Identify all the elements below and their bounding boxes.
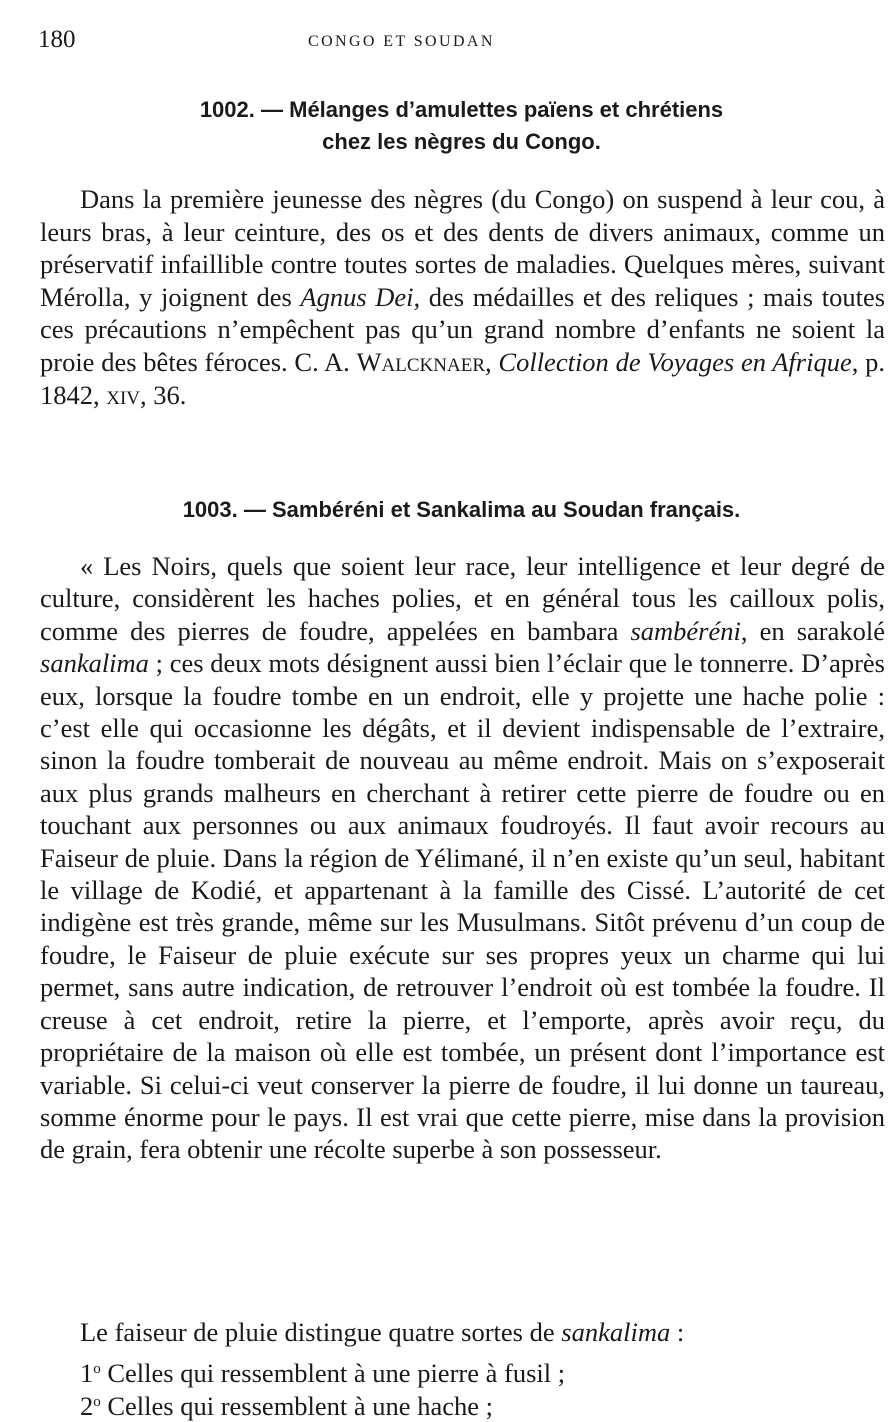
list-text: Celles qui ressemblent à une hache ; [107,1390,493,1421]
section-1002-paragraph [40,183,885,411]
section-1003-title: Sambéréni et Sankalima au Soudan français. [272,497,741,522]
section-1003-number: 1003. [182,497,238,522]
paragraph-text: , 36. [140,379,187,410]
list-ordinal: o [93,1393,101,1410]
paragraph-text: ; ces deux mots désignent aussi bien l’éclair que le tonnerre. D’après eux, lorsque la foudre tombe en un endroit, elle y projette une hache polie : c’est elle qui occasionne les dégâts, et il devient indispensable de l’extraire, sinon la foudre tomberait de nouveau au même endroit. Mais on s’exposerait aux plus grands malheurs en cherchant à retirer cette pierre de foudre ou en touchant aux personnes ou aux animaux foudroyés. Il faut avoir recours au Faiseur de pluie. Dans la région de Yélimané, il n’en existe qu’un seul, habitant le village de Kodié, et appartenant à la famille des Cissé. L’autorité de cet indigène est très grande, même sur les Musulmans. Sitôt prévenu d’un coup de foudre, le Faiseur de pluie exécute sur ses propres yeux un charme qui lui permet, sans autre indication, de retrouver l’endroit où est tombée la foudre. Il creuse à cet endroit, retire la pierre, et l’emporte, après avoir reçu, du propriétaire de la maison où elle est tombée, un présent dont l’importance est variable. Si celui-ci veut conserver la pierre de foudre, il lui donne un taureau, somme énorme pour le pays. Il est vrai que cette pierre, mise dans la provision de grain, fera obtenir une récolte superbe à son possesseur. [40,648,885,1165]
paragraph-text: , [485,346,499,377]
page-number: 180 [38,26,76,53]
section-1003-dash: — [243,497,266,522]
list-item [80,1357,885,1390]
sankalima-list [80,1357,885,1422]
paragraph-text: , en sarakolé [740,615,885,646]
section-1003-intro [80,1316,885,1349]
section-1002-heading [40,94,883,158]
section-1003-heading [40,494,883,526]
list-number: 1 [80,1358,94,1388]
section-1003-paragraph [40,550,885,1166]
sankalima-italic: sankalima [40,648,149,679]
running-title: CONGO ET SOUDAN [308,33,495,50]
volume-number: xiv [106,379,141,410]
list-text: Celles qui ressemblent à une pierre à fusil ; [107,1358,566,1388]
section-1002-title-line1: Mélanges d’amulettes païens et chrétiens [289,97,724,122]
samberéni-italic: sambéréni [630,615,741,646]
paragraph-text: « Les Noirs, quels que soient leur race, leur intelligence et leur degré de culture, considèrent les haches polies, et en général tous les cailloux polis, comme des pierres de foudre, appelées en bambara [40,551,885,646]
intro-text: : [670,1317,685,1347]
section-1002-heading-line1 [40,94,883,126]
author-name: Walcknaer [356,346,486,377]
agnus-dei-italic: Agnus Dei, [300,281,421,312]
work-title: Collection de Voyages en Afrique [498,346,852,377]
list-number: 2 [80,1390,94,1421]
intro-text: Le faiseur de pluie distingue quatre sortes de [80,1317,562,1347]
section-1002-dash: — [261,97,283,122]
section-1002-title-line2: chez les nègres du Congo. [322,129,601,154]
running-head [38,26,877,56]
paragraph-text: , p. 1842, [40,346,885,410]
list-item [80,1390,885,1422]
sankalima-italic: sankalima [561,1317,671,1347]
paragraph-text: Dans la première jeunesse des nègres (du Congo) on suspend à leur cou, à leurs bras, à leur ceinture, des os et des dents de divers animaux, comme un préservatif infaillible contre toutes sortes de maladies. Quelques mères, suivant Mérolla, y joignent des [40,184,885,312]
list-ordinal: o [93,1361,101,1377]
paragraph-text: des médailles et des reliques ; mais toutes ces précautions n’empêchent pas qu’un grand nombre d’enfants ne soient la proie des bêtes féroces. C. A. [40,281,886,377]
section-1002-number: 1002. [199,97,255,122]
